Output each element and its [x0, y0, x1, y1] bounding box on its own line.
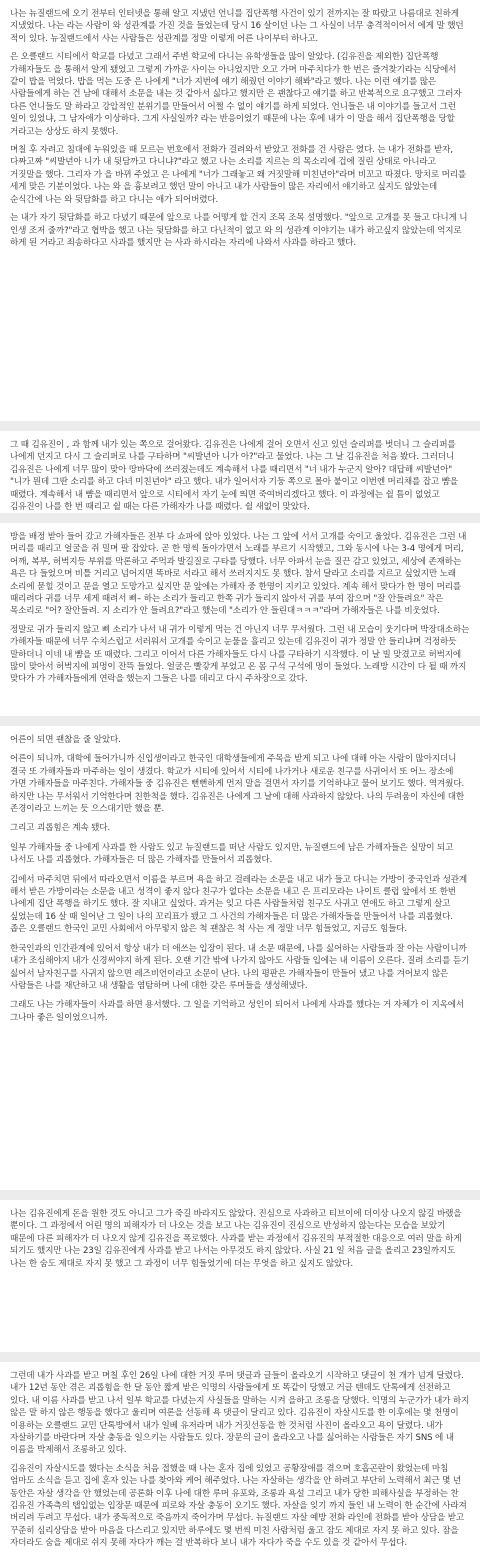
- paragraph: 그 때 김유진이 , 과 함께 내가 있는 쪽으로 걸어왔다. 김유진은 나에게 걸어 오면서 신고 있던 슬리퍼를 벗더니 그 슬리퍼를 나에게 던지고 다시 그 슬리퍼로 나를 구타하며 "씨발년아 니가 아?"라고 물었다. 나는 그 날 김유진을 처음 봤다. 그러더니 김유진은 나에게 너무 많이 맞아 땅바닥에 쓰러졌는데도 계속해서 나를 때리면서 "너 내가 누군지 알아? 대답해 씨발년아" "니가 뭔데 그딴 소리를 하고 다녀 미친년아" 라고 했다. 내가 일어서자 기둥 쪽으로 몰아 붙이고 이번엔 머리채를 잡고 뺨을 때렸다. 계속해서 내 뺨을 때리면서 앞으로 시티에서 자기 눈에 띄면 죽여버리겠다고 했다. 이 과정에는 쉴 틈이 없었고 김유진이 나를 한 번 때리고 쉴 때는 다른 가해자가 나를 때렸다. 쉴 새없이 맞았다.: [10, 440, 458, 513]
- divider: [0, 513, 480, 523]
- paragraph: 는 내가 자기 뒷담화를 하고 다녔기 때문에 앞으로 나를 어떻게 할 건지 조목 조목 설명했다. "앞으로 고개를 못 들고 다니게 니 인생 조저 줄까?"라고 협박을 했고 나는 뒷담화를 하고 다닌적이 없고 와 의 성관계 이야기는 내가 하고싶지 않았는데 억지로 하게 된 거라고 죄송하다고 사과를 했지만 는 사과 하시라는 자리에 나와서 사과를 하라고 했다.: [10, 213, 468, 248]
- paragraph: 김에서 마주치면 뒤에서 따라오면서 이름을 부르며 욕을 하고 걸레라는 소문을 내고 내가 들고 다니는 가방이 중국인과 성관계 해서 받은 가방이라는 소문을 내고 성격이 좋지 않다 친구가 없다는 소문을 내고 은 프리모라는 나이트 클럽 앞에서 또 한번 나에게 집단 폭행을 하기도 했다. 잘 지내고 싶었다. 과거는 잊고 다른 사람들처럼 친구도 사귀고 연애도 하고 그렇게 살고 싶었는데 16 살 때 일어난 그 일이 나의 꼬리표가 됐고 그 사건의 가해자들은 더 많은 가해자들을 만들어서 나를 괴롭혔다. 좁은 오클랜드 한국인 교민 사회에서 아무렇지 않은 척 괜찮은 척 사는 게 정말 너무 힘들었고, 지금도 힘들다.: [10, 874, 468, 935]
- paragraph: 그런데 내가 사과를 받고 며칠 후인 26일 나에 대한 거짓 루머 댓글과 글들이 올라오기 시작하고 댓글이 천 개가 넘게 달렸다. 내가 12년 동안 겪은 괴롭힘을 한 달 동안 짧게 받은 익명의 사람들에게 또 똑같이 당했고 거글 텐데도 단톡에게 선전하고 있다. 내 이름 사과를 받고 나서 일부 학교를 다녔는지 사실들을 말하는 시켜 을하고 조롱을 당했다. 익명의 누군가가 내가 하지 않은 말 하지 않은 행동을 했다고 울리며 여론을 선동해 욕 댓글이 달리고 있다. 김유진이 자살시도를 한 이후에는 몇 천명이 이용하는 오클랜드 교민 단톡방에서 내가 일베 유저라며 내가 거짓선동을 한 것처럼 사진이 올라오고 욕이 달렸다. 내가 자살하기를 바란다며 자살 충동을 일으키는 사람들도 있다. 장문의 글이 올라오고 나를 싫어하는 사람들은 자기 SNS 에 내 이름을 박제해서 조롱하고 있다.: [10, 1371, 470, 1456]
- divider: [0, 716, 480, 726]
- paragraph: 그리고 괴롭힘은 계속 됐다.: [10, 823, 110, 834]
- divider: [0, 1352, 480, 1362]
- paragraph: 어른이 되니까, 대학에 들어가니까 신입생이라고 한국인 대학생들에게 주목을 받게 되고 나에 대해 아는 사람이 많아지더니 결국 또 가해자들과 마주하는 일이 생겼다. 학교가 시티에 있어서 시티에 나가거나 새로운 친구를 사귀어서 또 어느 장소에 가면 가해자들을 마주친다. 가해자들 중 김유진은 뻔뻔하게 먼저 말을 걸면서 자기를 기억하냐고 물어 보기도 했다. 역겨웠다. 하지만 나는 무서워서 기억한다며 친한척을 했다. 김유진은 나에게 그 날에 대해 사과하지 않았다. 나의 두려움이 자신에 대한 존경이라고 느끼는 듯 으스대기만 했을 뿐.: [10, 754, 465, 815]
- section-card-4: [0, 726, 480, 1190]
- paragraph: 나는 뉴질랜드에 오기 전부터 인터넷을 통해 알고 지냈던 언니를 집단폭행 사건이 있기 전까지는 잘 따랐고 나름대로 친하게 지냈었다. 나는 라는 사람이 와 성관계를 가진 것을 들었는데 당시 16 살이던 나는 그 사실이 너무 충격적이어서 에게 말 했던 적이 있다. 뉴질랜드에서 사는 사람들은 성관계를 정말 이렇게 어른 나이부터 하나고.: [10, 9, 464, 44]
- divider: [0, 421, 480, 431]
- paragraph: 은 오클랜드 시티에서 학교를 다녔고 그래서 주변 학교에 다니는 유학생들을 많이 알았다. (김유진을 제외한) 집단폭행 가해자들도 을 통해서 알게 됐었고 그렇게 가까운 사이는 아니었지만 오고 가며 마주치다가 한 번은 즐겨찾기라는 식당에서 같이 밥을 먹었다. 밥을 먹는 도중 은 나에게 "너가 지번에 얘기 해줬던 이야기 해봐"라고 했다. 나는 이런 얘기를 많은 사람들에게 하는 건 남에 대해서 소문을 내는 것 같아서 싫다고 했지만 은 괜찮다고 얘기를 하고 반복적으로 요구했고 그러자 다른 언니들도 말 하라고 강압적인 분위기를 만들어서 어쩔 수 없이 얘기를 하게 되었다. 언니들은 내 이야기를 들고서 그런 일이 있었냐, 그 남자애가 이상하다. 그게 사실일까? 라는 반응이었기 때문에 나는 후에 내가 이 말을 해서 집단폭행을 당할 거라고는 상상도 하지 못했다.: [10, 52, 462, 137]
- paragraph: 김유진이 자살시도를 했다는 소식을 처음 접했을 때 나는 혼자 집에 있었고 공황장애를 겪으며 호흡곤란이 왔었는데 마침 엄마도 소식을 듣고 집에 혼자 있는 나를 찾아와 케어 해주었다. 나는 자살하는 생각을 안 하려고 부단히 노력해서 최근 몇 년 동안은 자살 생각을 안 했었는데 공론화 이후 나에 대한 루머 유포와, 조롱과 욕설 그리고 내가 당한 피해사실을 부정하는 찬 김유진 가족측의 탭입없는 입장문 때문에 피로와 자살 충동이 오기도 했다. 자살을 잊기 까지 들인 내 노력이 한 순간에 사라져 버리려 두려고 무섭다. 내가 중독적으로 죽음까지 죽어가며 무섭다. 뉴질랜드 자살 예방 전화 라인에 전화를 받아 상담을 받고 꾸준히 심리상담을 받아 마음을 다스리고 있지만 하루에도 몇 번씩 미친 사람처럼 울고 잠도 제대로 자지 못 하고 있다. 잠을 자더라도 숨을 제대로 쉬지 못해 자다가 깨는 걸 반복하다 보니 내가 자다가 죽을 수도 있을 것 같아서 무섭다.: [10, 1463, 467, 1549]
- paragraph: 정말로 귀가 들리지 않고 삐 소리가 나서 내 귀가 이렇게 먹는 건 아닌지 너무 무서웠다. 그런 내 모습이 웃기다며 박장대소하는 가해자들 때문에 너무 수치스럽고 서러워서 고개를 숙이고 눈물을 흘리고 있는데 김유진이 귀가 정말 안 들리냐며 걱정하듯 말하더니 이네 내 뺨을 또 때렸다. 그리고 이어서 다른 가해자들도 다시 나를 구타하기 시작했다. 이 날 빌 맞겼고로 허벅지에 많이 맞아서 허벅지에 피멍이 잔뜩 들었다. 얼굴은 빨갛게 부었고 온 몸 구석 구석에 멍이 들었다. 노래방 시간이 다 될 때 까지 맞다가 가 가해자들에게 연락을 했는지 그들은 나를 데리고 다시 주차장으로 갔다.: [10, 624, 470, 685]
- paragraph: 며칠 후 자려고 침대에 누워있을 때 모르는 번호에서 전화가 걸려와서 받았고 전화를 건 사람은 였다. 는 내가 전화를 받자, 다짜고짜 "씨발년아 니가 내 뒷담까고 다니냐?"라고 했고 나는 소리를 지르는 의 목소리에 겁에 질린 상태로 아니라고 거짓말을 했다. 그리자 가 을 바뀌 주었고 은 나에게 "너가 그래놓고 왜 거짓말해 미친년아"라며 비꼬고 따졌다. 망치로 머리를 세게 맞은 기분이었다. 나는 와 을 흉보려고 했던 말이 아니고 내가 사람들이 많은 자리에서 얘기하고 싶지도 않았는데 순식간에 나는 와 뒷담화를 하고 다니는 애가 되어버렸다.: [10, 145, 467, 205]
- paragraph: 나는 김유진에게 돈을 원한 것도 아니고 그가 죽길 바라지도 않았다. 진심으로 사과하고 티브이에 더이상 나오지 않길 바랬을 뿐이다. 그 과정에서 어린 명의 피해자가 더 나오는 것을 보고 나는 김유진이 진심으로 반성하지 않는다는 모습을 보았기 때문에 다른 피해자가 더 나오지 않게 김유진을 폭로했다. 사과를 받는 과정에서 김유진의 부적절한 대응으로 여러 말을 하게 되기도 했지만 나는 23일 김유진에게 사과를 받고 나서는 아무것도 하지 않았다. 사실 21 일 처음 글을 올리고 23일까지도 나는 한 숨도 제대로 자지 못 했고 그 과정이 너무 힘들었기에 더는 무엇을 하고 싶지도 않았다.: [10, 1209, 462, 1269]
- paragraph: 그래도 나는 가해자들이 사과를 하면 용서했다. 그 일을 기억하고 성인이 되어서 나에게 사과를 했다는 거 자체가 이 지옥에서 그나마 좋은 일이었으니까.: [10, 1000, 465, 1023]
- section-card-3: [0, 523, 480, 716]
- section-card-1: [0, 0, 480, 421]
- paragraph: 일부 가해자들 중 나에게 사과를 한 사람도 있고 뉴질랜드를 떠난 사람도 있지만, 뉴질랜드에 남은 가해자들은 실망이 되고 나서도 나를 괴롭혔다. 가해자들은 더 많은 가해자를 만들어서 괴롭혔다.: [10, 842, 454, 866]
- section-card-5: [0, 1200, 480, 1352]
- paragraph: 어른이 되면 괜찮을 줄 알았다.: [10, 735, 121, 745]
- divider: [0, 1190, 480, 1200]
- section-card-2: [0, 431, 480, 513]
- paragraph: 한국인과의 인간관계에 있어서 항상 내가 더 애쓰는 입장이 된다. 내 소문 때문에, 나를 싫어하는 사람들과 잘 아는 사람이니까 내가 조심해야지 내가 신경써야지 하게 된다. 오랜 기간 밖에 나가지 않아도 사람들 입에는 내 이름이 오른다. 질려 소리를 듣기 싫어서 남자친구를 사귀지 않으면 레즈비언이라고 소문이 난다. 나의 평판은 가해자들이 만들어 냈고 나를 겨어보지 않은 사람들은 나를 재단하고 내 생활을 염탐하며 나에 대한 갖은 루머들을 생성해냈다.: [10, 943, 470, 991]
- paragraph: 방을 배정 받아 들어 갔고 가해자들은 전부 다 쇼파에 앉아 있었다. 나는 그 앞에 서서 고개를 숙이고 울었다. 김유진은 그런 내 머리를 때리고 얼굴을 쥐 밀며 팔 잡았다. 곧 한 명씩 돌아가면서 노래를 부르기 시작했고, 그와 동시에 나는 3-4 명에게 머리, 어깨, 복부, 허벅지등 부위를 막론하고 주먹과 발길질로 구타를 당했다. 너무 아파서 눈을 질끈 감고 있었고, 세상에 존재하는 욕은 다 들었으며 비틀 거리고 넘어지면 똑바로 서라고 해서 쓰러지지도 못 했다. 참서 달라고 소리를 지르고 싶었지만 노래 소리에 묻힐 것이고 문을 열고 도망가고 싶지만 문 앞에는 가해자 중 한명이 지키고 있었다. 계속 해서 맞다가 한 명이 머리를 때리려다 귀를 너무 세게 때려서 삐– 하는 소리가 들리고 한쪽 귀가 들리지 않아서 귀를 부여 잡으며 "잘 안들려요" 작은 목소리로 "어? 잘안들려. 지 소리가 안 들려요?"라고 했는데 "소리가 안 들린대ㅋㅋㅋ"라며 가해자들은 나를 비웃었다.: [10, 532, 467, 617]
- section-card-6: [0, 1362, 480, 1553]
